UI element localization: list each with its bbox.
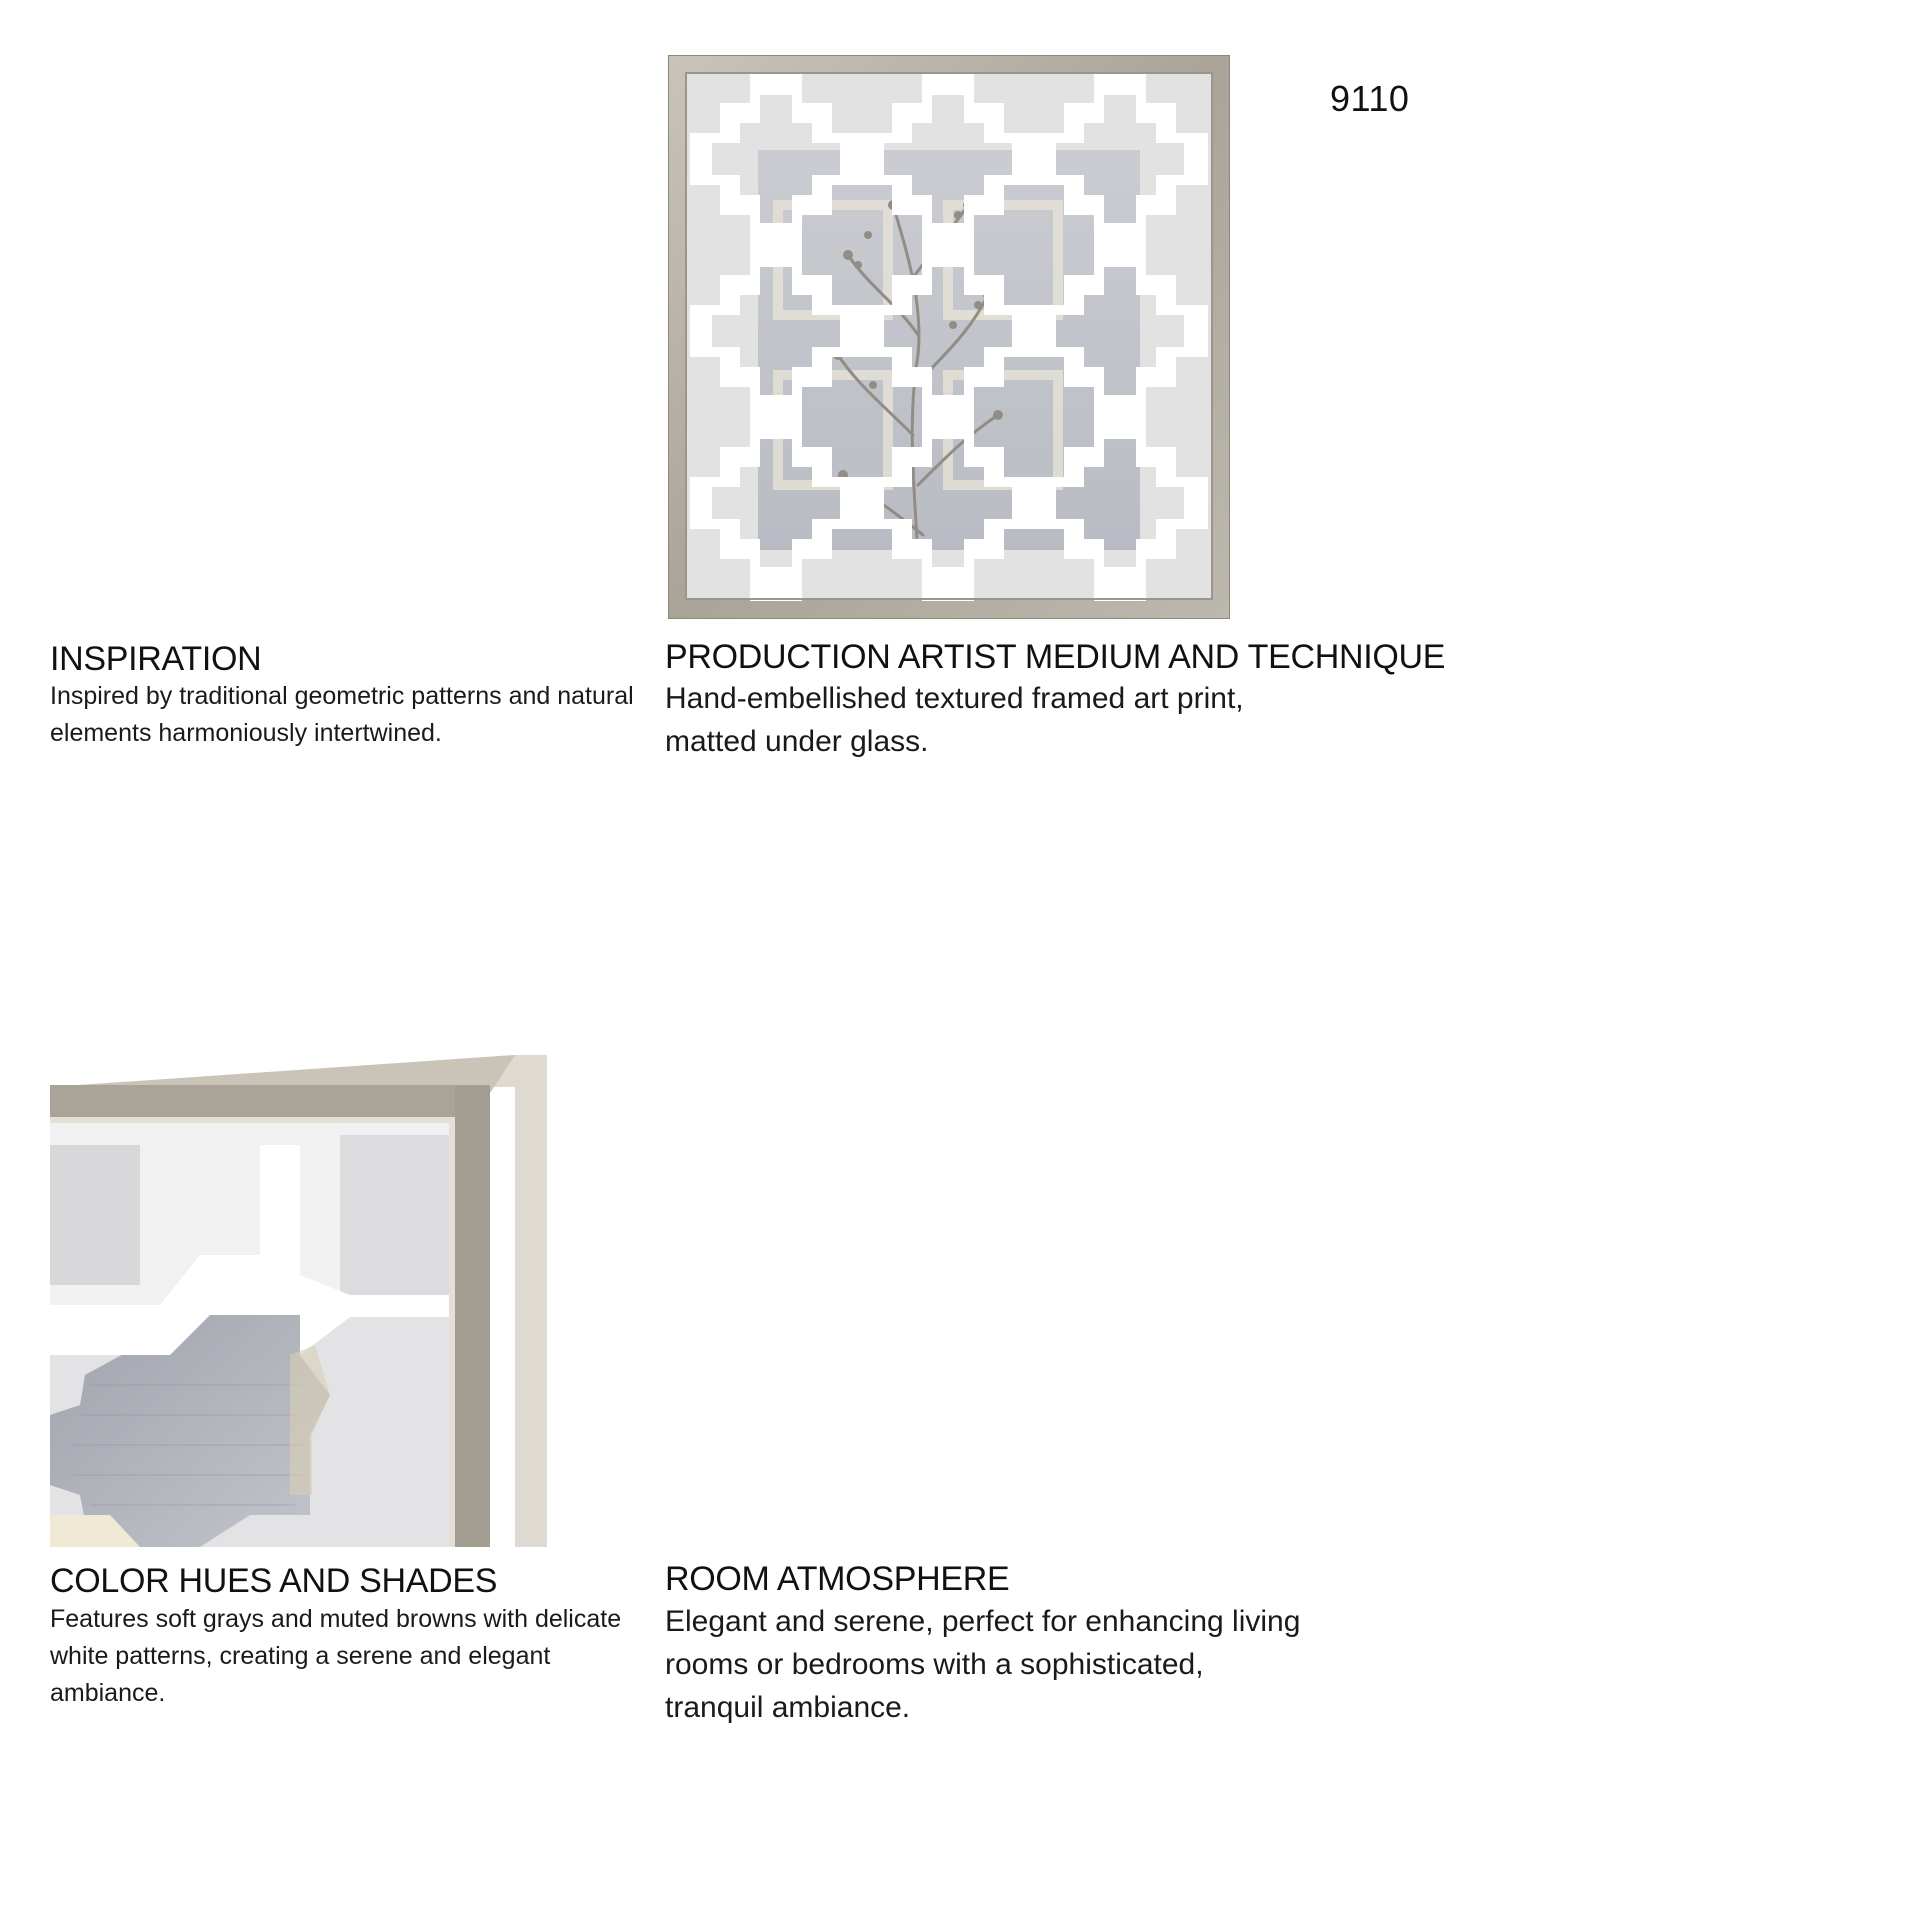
color-text: Features soft grays and muted browns with delicate white patterns, creating a serene and elegant ambiance. xyxy=(50,1605,622,1707)
product-number: 9110 xyxy=(1330,78,1410,119)
color-heading: COLOR HUES AND SHADES xyxy=(50,1562,498,1600)
frame-detail-graphic xyxy=(50,1055,547,1547)
room-heading: ROOM ATMOSPHERE xyxy=(665,1560,1010,1598)
framed-artwork-image xyxy=(668,55,1230,619)
inspiration-heading: INSPIRATION xyxy=(50,640,262,678)
inspiration-text: Inspired by traditional geometric patterns and natural elements harmoniously intertwined. xyxy=(50,682,634,747)
production-text: Hand-embellished textured framed art print, matted under glass. xyxy=(665,682,1244,758)
room-text: Elegant and serene, perfect for enhancing living rooms or bedrooms with a sophisticated, tranquil ambiance. xyxy=(665,1605,1301,1724)
production-heading: PRODUCTION ARTIST MEDIUM AND TECHNIQUE xyxy=(665,638,1446,676)
framed-artwork-graphic xyxy=(668,55,1230,619)
frame-detail-image xyxy=(50,1055,547,1547)
